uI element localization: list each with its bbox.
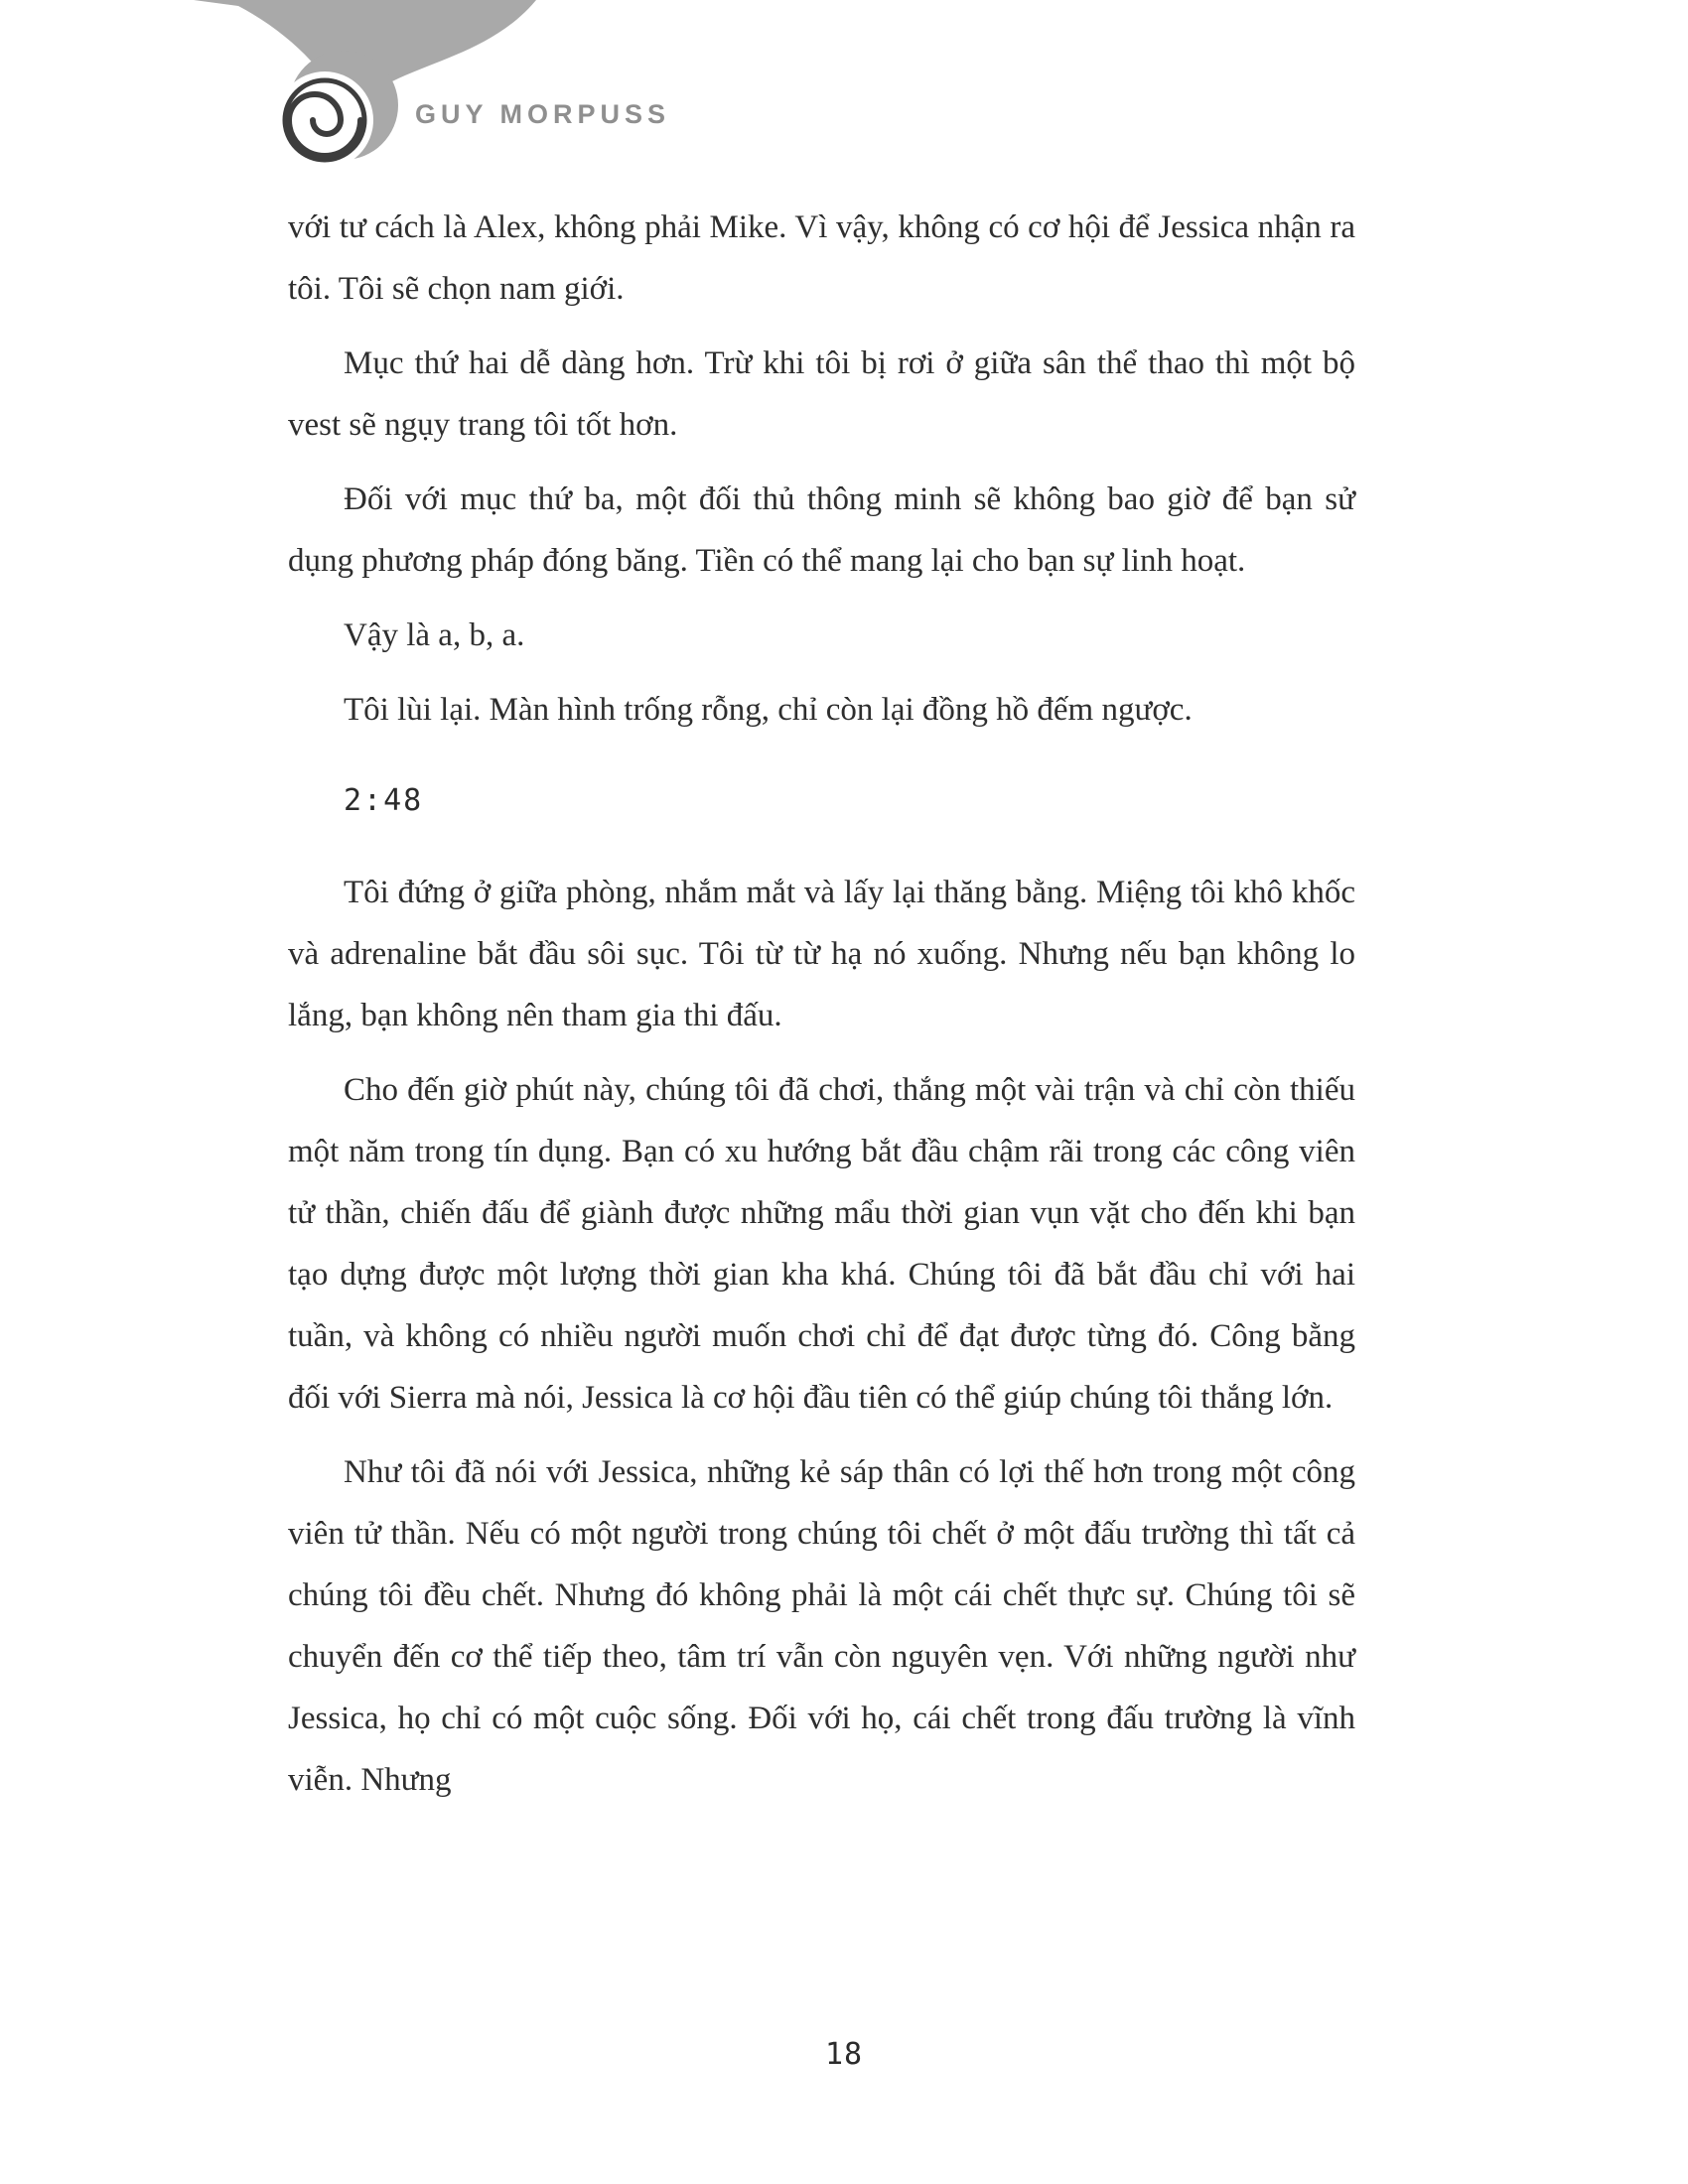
paragraph: Cho đến giờ phút này, chúng tôi đã chơi, thắng một vài trận và chỉ còn thiếu một năm trong tín dụng. Bạn có xu hướng bắt đầu chậm rãi trong các công viên tử thần, chiến đấu để giành được những mẩu thời gian vụn vặt cho đến khi bạn tạo dựng được một lượng thời gian kha khá. Chúng tôi đã bắt đầu chỉ với hai tuần, và không có nhiều người muốn chơi chỉ để đạt được từng đó. Công bằng đối với Sierra mà nói, Jessica là cơ hội đầu tiên có thể giúp chúng tôi thắng lớn.	[288, 1072, 1355, 1416]
body-text	[288, 197, 1355, 1824]
author-name: GUY MORPUSS	[415, 99, 671, 129]
paragraph: Tôi đứng ở giữa phòng, nhắm mắt và lấy lại thăng bằng. Miệng tôi khô khốc và adrenaline bắt đầu sôi sục. Tôi từ từ hạ nó xuống. Nhưng nếu bạn không lo lắng, bạn không nên tham gia thi đấu.	[288, 875, 1355, 1033]
paragraph: Như tôi đã nói với Jessica, những kẻ sáp thân có lợi thế hơn trong một công viên tử thần. Nếu có một người trong chúng tôi chết ở một đấu trường thì tất cả chúng tôi đều chết. Nhưng đó không phải là một cái chết thực sự. Chúng tôi sẽ chuyển đến cơ thể tiếp theo, tâm trí vẫn còn nguyên vẹn. Với những người như Jessica, họ chỉ có một cuộc sống. Đối với họ, cái chết trong đấu trường là vĩnh viễn. Nhưng	[288, 1454, 1355, 1798]
page-number: 18	[824, 2037, 864, 2072]
paragraph: Vậy là a, b, a.	[344, 617, 525, 653]
paragraph: với tư cách là Alex, không phải Mike. Vì vậy, không có cơ hội để Jessica nhận ra tôi. Tôi sẽ chọn nam giới.	[288, 209, 1355, 307]
publisher-logo-icon	[276, 71, 373, 169]
countdown-timer: 2:48	[344, 783, 424, 818]
paragraph: Tôi lùi lại. Màn hình trống rỗng, chỉ còn lại đồng hồ đếm ngược.	[344, 692, 1193, 728]
paragraph: Đối với mục thứ ba, một đối thủ thông minh sẽ không bao giờ để bạn sử dụng phương pháp đóng băng. Tiền có thể mang lại cho bạn sự linh hoạt.	[288, 481, 1355, 579]
paragraph: Mục thứ hai dễ dàng hơn. Trừ khi tôi bị rơi ở giữa sân thể thao thì một bộ vest sẽ ngụy trang tôi tốt hơn.	[288, 345, 1355, 443]
